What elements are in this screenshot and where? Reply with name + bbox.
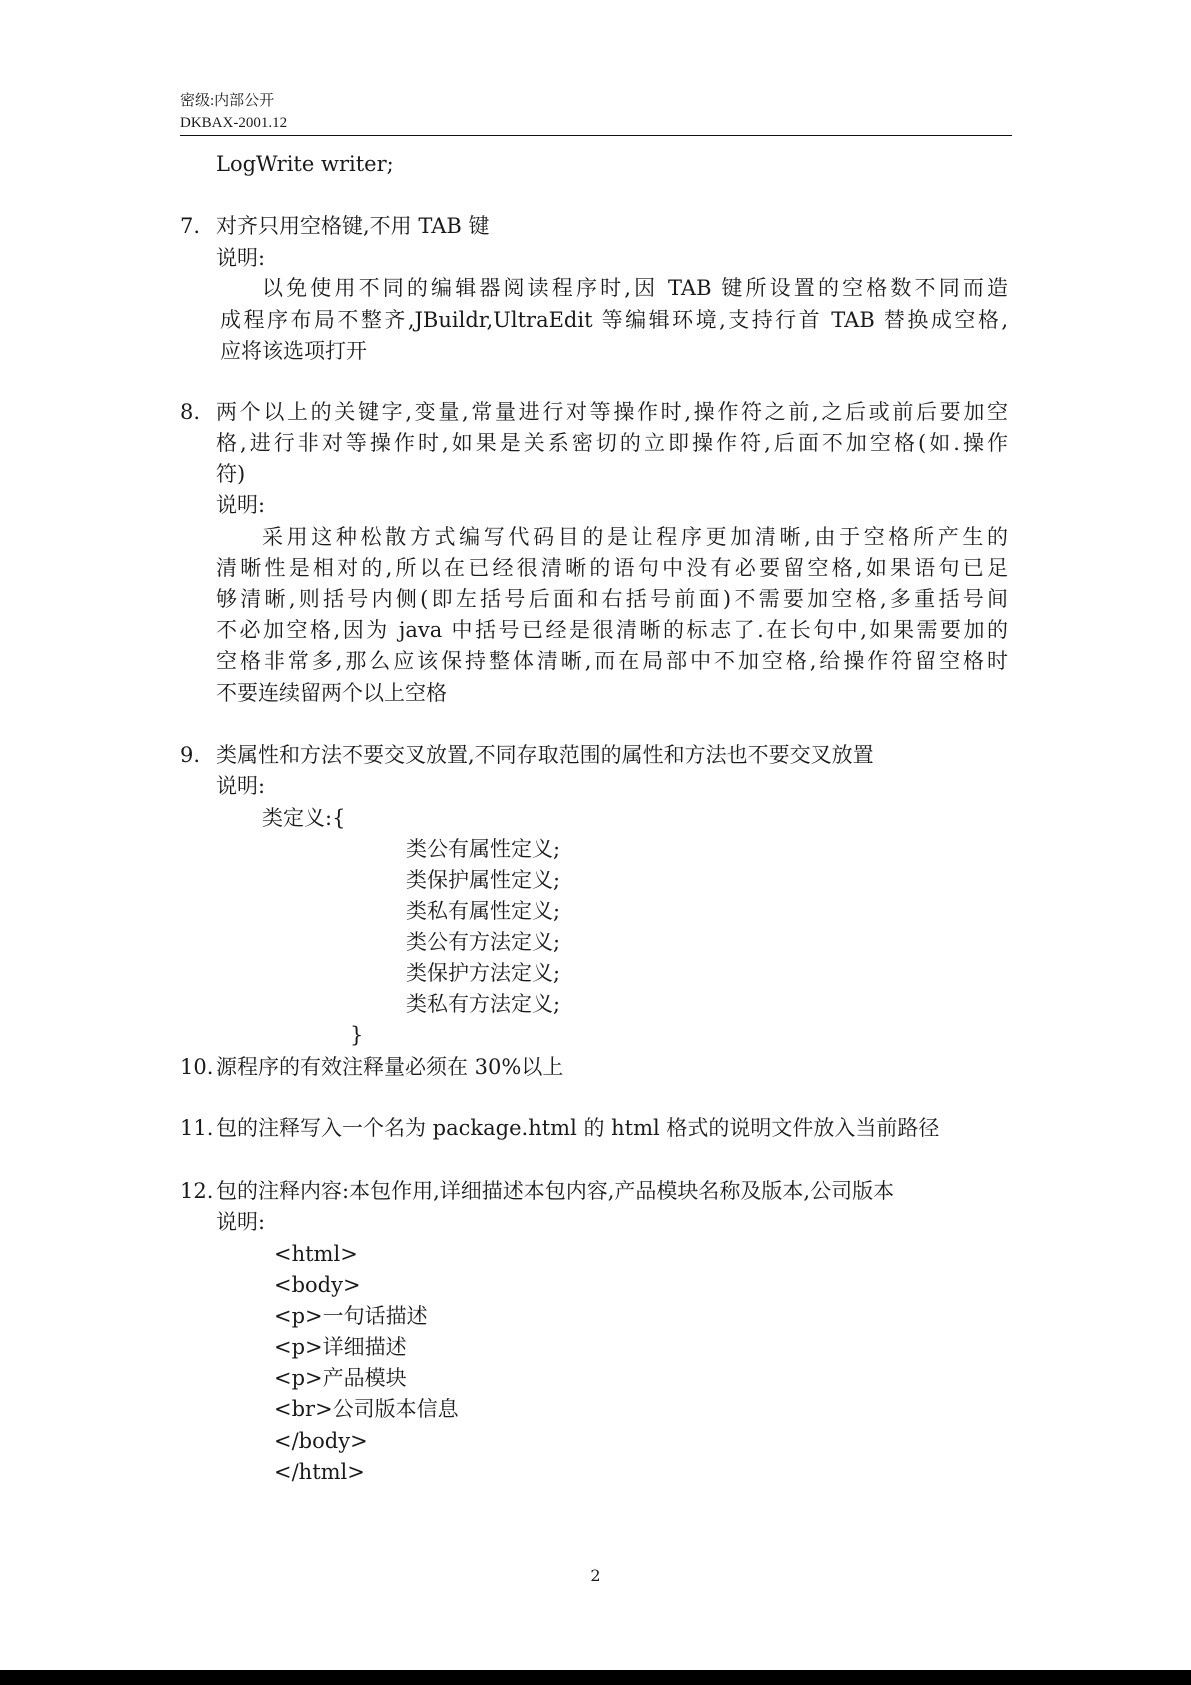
item-8-body-line: 清晰性是相对的,所以在已经很清晰的语句中没有必要留空格,如果语句已足 (216, 556, 1008, 580)
html-code-line: <p>详细描述 (274, 1335, 407, 1359)
class-member-line: 类私有属性定义; (406, 899, 561, 923)
html-code-line: </html> (274, 1460, 365, 1484)
item-8-body-line: 不要连续留两个以上空格 (216, 681, 447, 705)
item-8-title-line: 格,进行非对等操作时,如果是关系密切的立即操作符,后面不加空格(如.操作 (216, 431, 1008, 455)
item-11-number: 11. (180, 1116, 214, 1140)
item-12-number: 12. (180, 1179, 214, 1203)
item-8-title-line: 符) (216, 462, 246, 486)
class-definition-close: } (350, 1023, 364, 1047)
item-7-note-label: 说明: (216, 246, 266, 270)
class-member-line: 类保护方法定义; (406, 961, 561, 985)
item-9-title: 类属性和方法不要交叉放置,不同存取范围的属性和方法也不要交叉放置 (216, 743, 874, 767)
page-number: 2 (590, 1566, 601, 1585)
class-definition-open: 类定义:{ (262, 806, 346, 830)
item-9-note-label: 说明: (216, 774, 266, 798)
item-7-number: 7. (180, 214, 201, 238)
html-code-line: </body> (274, 1429, 368, 1453)
item-8-body-line: 够清晰,则括号内侧(即左括号后面和右括号前面)不需要加空格,多重括号间 (216, 587, 1008, 611)
item-7-title: 对齐只用空格键,不用 TAB 键 (216, 214, 490, 238)
html-code-line: <body> (274, 1273, 361, 1297)
item-7-body-line: 以免使用不同的编辑器阅读程序时,因 TAB 键所设置的空格数不同而造 (262, 276, 1008, 300)
item-8-title-line: 两个以上的关键字,变量,常量进行对等操作时,操作符之前,之后或前后要加空 (216, 400, 1008, 424)
html-code-line: <html> (274, 1242, 358, 1266)
item-8-note-label: 说明: (216, 493, 266, 517)
code-line-logwrite: LogWrite writer; (216, 152, 394, 176)
item-9-number: 9. (180, 743, 201, 767)
class-member-line: 类私有方法定义; (406, 992, 561, 1016)
header-classification: 密级:内部公开 (180, 93, 275, 109)
html-code-line: <br>公司版本信息 (274, 1397, 459, 1421)
item-7-body-line: 成程序布局不整齐,JBuildr,UltraEdit 等编辑环境,支持行首 TAB 替换成空格, (220, 308, 1008, 332)
item-8-body-line: 采用这种松散方式编写代码目的是让程序更加清晰,由于空格所产生的 (262, 525, 1008, 549)
item-8-body-line: 空格非常多,那么应该保持整体清晰,而在局部中不加空格,给操作符留空格时 (216, 649, 1008, 673)
item-7-body-line: 应将该选项打开 (220, 339, 367, 363)
html-code-line: <p>产品模块 (274, 1366, 407, 1390)
item-10-title: 源程序的有效注释量必须在 30%以上 (216, 1055, 564, 1079)
item-11-title: 包的注释写入一个名为 package.html 的 html 格式的说明文件放入当前路径 (216, 1116, 940, 1140)
header-doc-id: DKBAX-2001.12 (180, 115, 288, 131)
class-member-line: 类公有属性定义; (406, 837, 561, 861)
html-code-line: <p>一句话描述 (274, 1304, 428, 1328)
item-12-title: 包的注释内容:本包作用,详细描述本包内容,产品模块名称及版本,公司版本 (216, 1179, 895, 1203)
item-8-body-line: 不必加空格,因为 java 中括号已经是很清晰的标志了.在长句中,如果需要加的 (216, 618, 1008, 642)
scan-edge-bar (0, 1670, 1191, 1685)
class-member-line: 类公有方法定义; (406, 930, 561, 954)
class-member-line: 类保护属性定义; (406, 868, 561, 892)
item-8-number: 8. (180, 400, 201, 424)
header-rule (180, 135, 1012, 136)
item-10-number: 10. (180, 1055, 214, 1079)
item-12-note-label: 说明: (216, 1210, 266, 1234)
